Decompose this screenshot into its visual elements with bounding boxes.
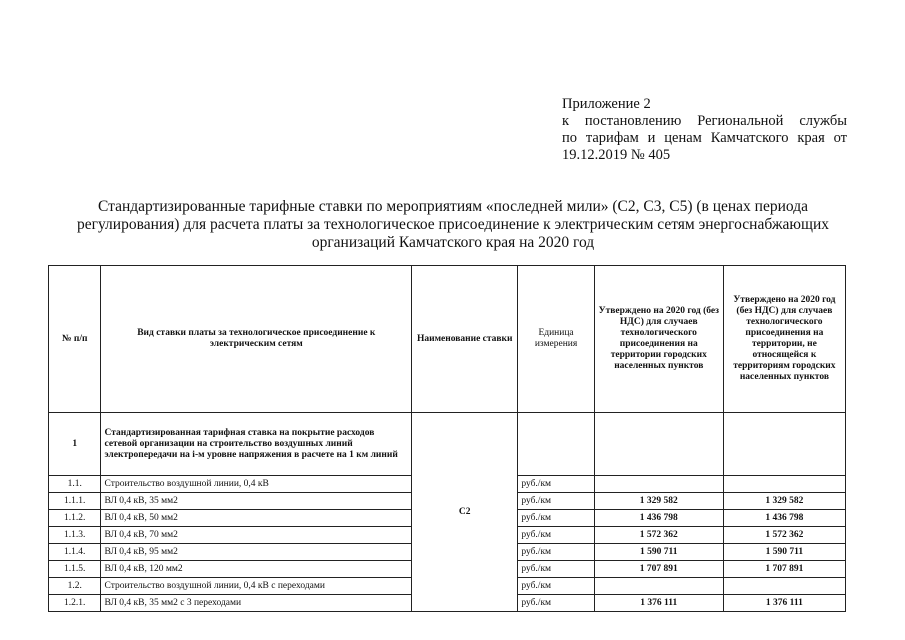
cell-name: ВЛ 0,4 кВ, 50 мм2 (101, 510, 412, 527)
cell-urban: 1 590 711 (594, 544, 723, 561)
cell-urban (594, 476, 723, 493)
cell-num: 1.1. (49, 476, 101, 493)
cell-rural: 1 376 111 (723, 595, 845, 612)
cell-name: ВЛ 0,4 кВ, 120 мм2 (101, 561, 412, 578)
appendix-line: 19.12.2019 № 405 (562, 147, 671, 163)
cell-rural (723, 578, 845, 595)
cell-num: 1.1.3. (49, 527, 101, 544)
cell-name: ВЛ 0,4 кВ, 35 мм2 с 3 переходами (101, 595, 412, 612)
appendix-line: к постановлению Региональной службы (562, 113, 847, 129)
cell-unit: руб./км (518, 476, 594, 493)
table-header-row (49, 266, 846, 413)
cell-num: 1.1.2. (49, 510, 101, 527)
cell-urban: 1 376 111 (594, 595, 723, 612)
cell-name: Стандартизированная тарифная ставка на покрытие расходов сетевой организации на строительство воздушных линий электропередачи на i-м уровне напряжения в расчете на 1 км линий (101, 413, 412, 476)
cell-num: 1.2.1. (49, 595, 101, 612)
cell-num: 1.2. (49, 578, 101, 595)
cell-rural: 1 707 891 (723, 561, 845, 578)
cell-urban (594, 578, 723, 595)
cell-rural: 1 436 798 (723, 510, 845, 527)
cell-rural: 1 572 362 (723, 527, 845, 544)
header-unit: Единица измерения (518, 266, 594, 413)
document-title (58, 198, 848, 252)
cell-num: 1.1.1. (49, 493, 101, 510)
tariff-table (48, 265, 846, 612)
cell-unit: руб./км (518, 595, 594, 612)
cell-urban (594, 413, 723, 476)
cell-unit (518, 413, 594, 476)
cell-rural: 1 590 711 (723, 544, 845, 561)
cell-code: С2 (412, 413, 518, 612)
appendix-line: Приложение 2 (562, 96, 651, 112)
cell-unit: руб./км (518, 510, 594, 527)
cell-rural: 1 329 582 (723, 493, 845, 510)
cell-unit: руб./км (518, 544, 594, 561)
cell-name: Строительство воздушной линии, 0,4 кВ с переходами (101, 578, 412, 595)
header-urban: Утверждено на 2020 год (без НДС) для случаев технологического присоединения на территории городских населенных пунктов (594, 266, 723, 413)
cell-unit: руб./км (518, 493, 594, 510)
header-rural: Утверждено на 2020 год (без НДС) для случаев технологического присоединения на территории, не относящейся к территориям городских населенных пунктов (723, 266, 845, 413)
header-code: Наименование ставки (412, 266, 518, 413)
cell-unit: руб./км (518, 527, 594, 544)
cell-name: ВЛ 0,4 кВ, 35 мм2 (101, 493, 412, 510)
cell-unit: руб./км (518, 578, 594, 595)
table-row-main (49, 413, 846, 476)
header-num: № п/п (49, 266, 101, 413)
cell-urban: 1 329 582 (594, 493, 723, 510)
cell-rural (723, 413, 845, 476)
cell-urban: 1 436 798 (594, 510, 723, 527)
cell-unit: руб./км (518, 561, 594, 578)
appendix-header (562, 96, 847, 164)
title-line: Стандартизированные тарифные ставки по мероприятиям «последней мили» (С2, С3, С5) (в ценах периода (98, 198, 808, 215)
appendix-line: по тарифам и ценам Камчатского края от (562, 130, 847, 146)
cell-urban: 1 572 362 (594, 527, 723, 544)
cell-num: 1.1.4. (49, 544, 101, 561)
cell-rural (723, 476, 845, 493)
cell-urban: 1 707 891 (594, 561, 723, 578)
header-name: Вид ставки платы за технологическое присоединение к электрическим сетям (101, 266, 412, 413)
title-line: организаций Камчатского края на 2020 год (311, 234, 595, 251)
cell-num: 1.1.5. (49, 561, 101, 578)
title-line: регулирования) для расчета платы за технологическое присоединение к электрическим сетям энергоснабжающих (77, 216, 829, 233)
cell-num: 1 (49, 413, 101, 476)
cell-name: Строительство воздушной линии, 0,4 кВ (101, 476, 412, 493)
cell-name: ВЛ 0,4 кВ, 70 мм2 (101, 527, 412, 544)
cell-name: ВЛ 0,4 кВ, 95 мм2 (101, 544, 412, 561)
